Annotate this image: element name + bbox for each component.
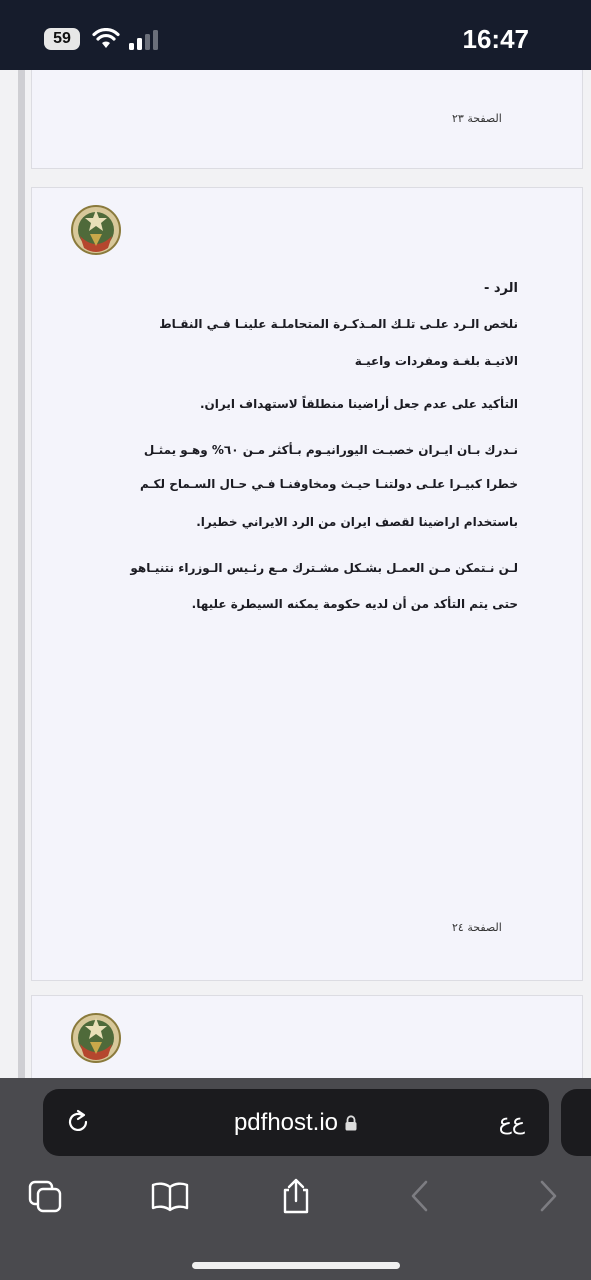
next-tab-peek[interactable]: [561, 1089, 591, 1156]
cellular-signal-icon: [128, 30, 162, 50]
back-icon[interactable]: [400, 1178, 440, 1214]
forward-icon[interactable]: [528, 1178, 568, 1214]
address-bar[interactable]: [43, 1089, 549, 1156]
text-line: لـن نـتمكن مـن العمـل بشـكل مشـترك مـع رئـيس الـوزراء نتنيـاهو: [130, 561, 518, 575]
battery-indicator: 59: [44, 28, 80, 50]
text-line: باستخدام اراضينا لقصف ايران من الرد الايراني خطيرا.: [196, 515, 518, 529]
url-display[interactable]: [43, 1109, 549, 1137]
status-time: 16:47: [462, 24, 529, 54]
text-line: نلخص الـرد علـى تلـك المـذكـرة المتحاملـة علينـا فـي النقـاط: [159, 317, 518, 331]
emblem-icon: [70, 200, 122, 260]
url-text: pdfhost.io: [233, 1109, 339, 1136]
tabs-icon[interactable]: [26, 1178, 66, 1214]
bookmarks-icon[interactable]: [150, 1178, 190, 1214]
text-line: نـدرك بـان ايـران خصبـت اليورانيـوم بـأكثر مـن ٦٠% وهـو يمثـل: [143, 443, 518, 457]
wifi-icon: [92, 28, 120, 50]
home-indicator[interactable]: [192, 1262, 400, 1269]
browser-toolbar: [0, 1078, 591, 1280]
text-line: خطرا كبيـرا علـى دولتنـا حيـث ومخاوفنـا فـي حـال السـماح لكـم: [140, 477, 518, 491]
page-number: الصفحة ٢٣: [452, 112, 502, 125]
reader-mode-button[interactable]: ع‌ع: [498, 1110, 525, 1135]
lock-icon: [344, 1115, 358, 1131]
emblem-icon: [70, 1008, 122, 1068]
pdf-viewer[interactable]: [0, 70, 591, 1078]
text-line: التأكيد على عدم جعل أراضينا منطلقاً لاستهداف ايران.: [200, 397, 518, 411]
pdf-page-24: [32, 188, 582, 980]
pdf-page-23: [32, 70, 582, 168]
status-bar: [0, 0, 591, 70]
response-heading: الرد -: [483, 281, 518, 296]
page-number: الصفحة ٢٤: [452, 921, 502, 934]
pdf-page-25: [32, 996, 582, 1078]
text-line: حتى يتم التأكد من أن لديه حكومة يمكنه السيطرة عليها.: [191, 597, 518, 611]
share-icon[interactable]: [276, 1178, 316, 1214]
text-line: الاتيـة بلغـة ومفردات واعيـة: [354, 354, 518, 368]
